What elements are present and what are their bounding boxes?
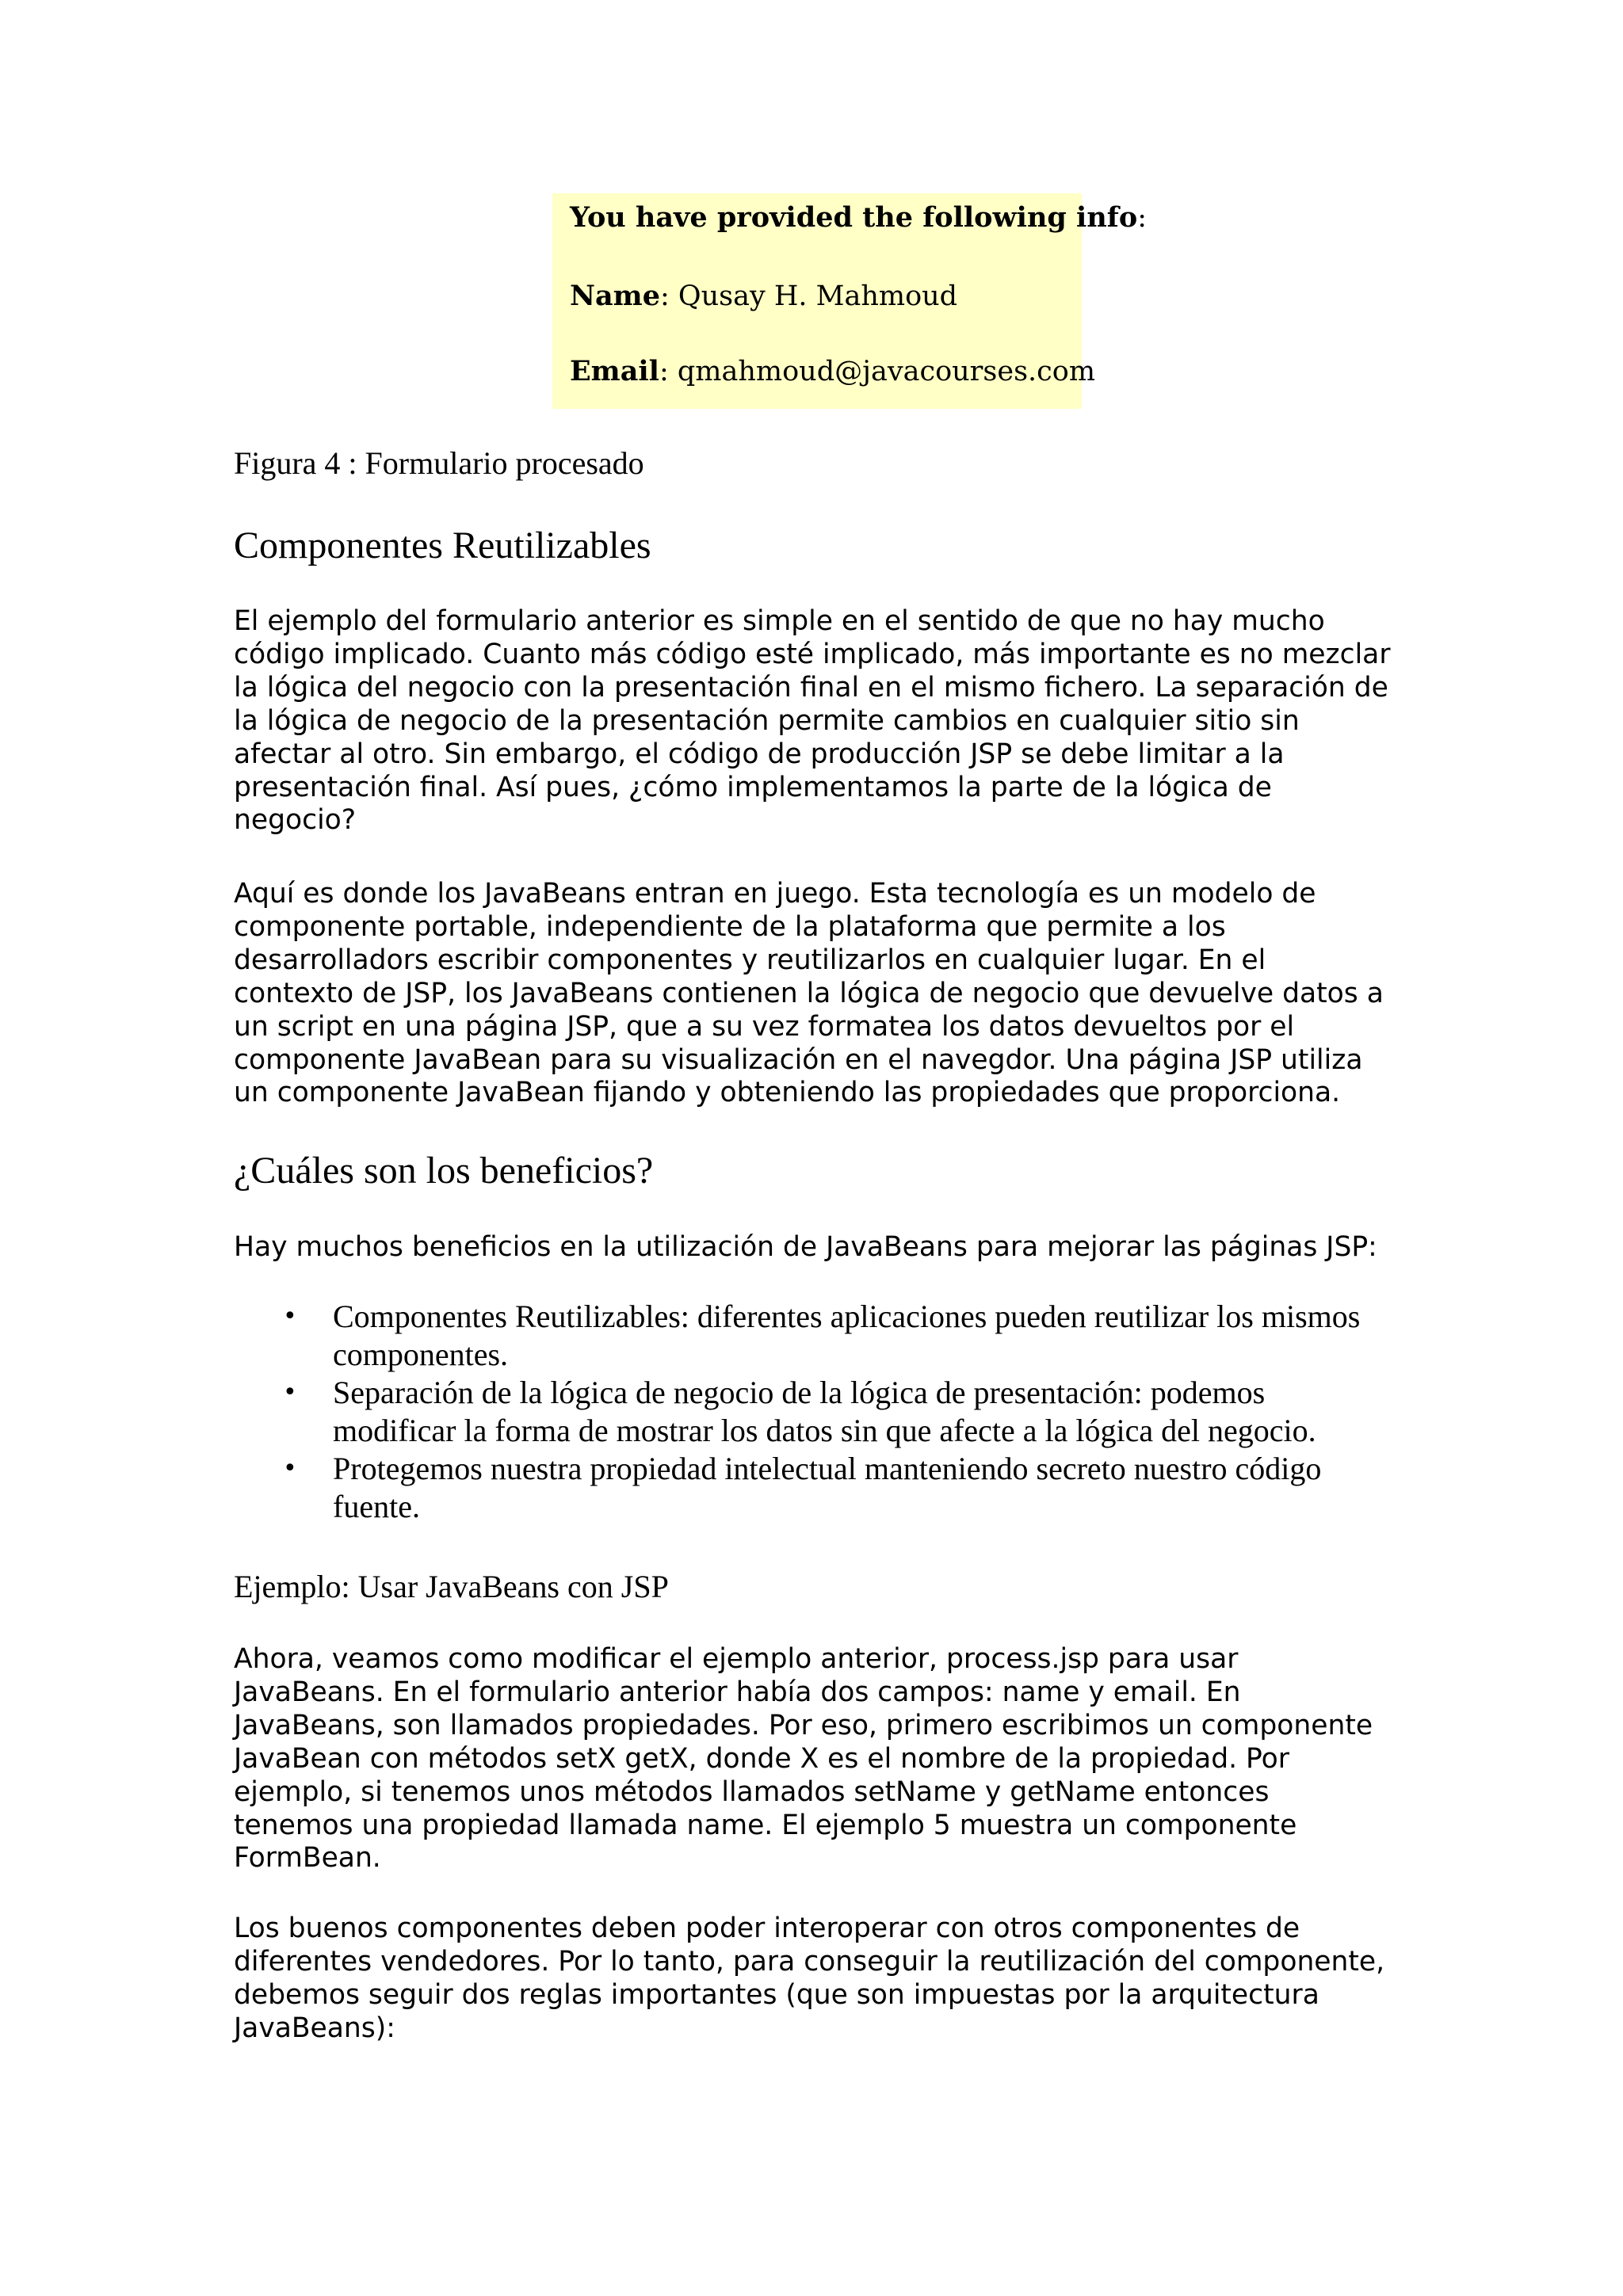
list-item <box>234 1374 1423 1450</box>
heading-beneficios: ¿Cuáles son los beneficios? <box>234 1150 654 1192</box>
paragraph-rules <box>234 1913 1407 2046</box>
text-line: tenemos una propiedad llamada name. El ejemplo 5 muestra un componente <box>234 1809 1297 1841</box>
figure-caption: Figura 4 : Formulario procesado <box>234 445 644 481</box>
text-line: un script en una página JSP, que a su vez formatea los datos devueltos por el <box>234 1010 1295 1043</box>
text-line: Los buenos componentes deben poder interoperar con otros componentes de <box>234 1913 1300 1944</box>
figure-email-line <box>570 352 1095 391</box>
text-line: componentes. <box>333 1337 509 1372</box>
text-line: debemos seguir dos reglas importantes (que son impuestas por la arquitectura <box>234 1978 1319 2011</box>
text-line: fuente. <box>333 1489 420 1524</box>
figure-form-output <box>552 193 1147 409</box>
heading-componentes-reutilizables: Componentes Reutilizables <box>234 524 651 566</box>
text-line: componente portable, independiente de la plataforma que permite a los <box>234 910 1226 943</box>
figure-name-label: Name <box>570 280 660 312</box>
text-line: JavaBeans. En el formulario anterior había dos campos: name y email. En <box>234 1676 1241 1708</box>
text-line: Separación de la lógica de negocio de la lógica de presentación: podemos <box>333 1375 1266 1410</box>
figure-email-label: Email <box>570 355 659 387</box>
paragraph-javabeans <box>234 878 1407 1110</box>
paragraph-intro <box>234 605 1407 837</box>
paragraph-benefits-intro <box>234 1231 1407 1264</box>
text-line: un componente JavaBean fijando y obteniendo las propiedades que proporciona. <box>234 1077 1341 1109</box>
text-line: JavaBean con métodos setX getX, donde X es el nombre de la propiedad. Por <box>234 1742 1289 1775</box>
text-line: presentación final. Así pues, ¿cómo implementamos la parte de la lógica de <box>234 771 1272 803</box>
text-line: Ahora, veamos como modificar el ejemplo anterior, process.jsp para usar <box>234 1643 1239 1675</box>
text-line: Componentes Reutilizables: diferentes aplicaciones pueden reutilizar los mismos <box>333 1299 1361 1334</box>
bullet-icon: • <box>283 1379 297 1406</box>
text-line: componente JavaBean para su visualización en el navegdor. Una página JSP utiliza <box>234 1043 1363 1076</box>
figure-intro-colon: : <box>1137 202 1147 234</box>
text-line: contexto de JSP, los JavaBeans contienen la lógica de negocio que devuelve datos a <box>234 977 1384 1009</box>
bullet-icon: • <box>283 1455 297 1482</box>
text-line: Aquí es donde los JavaBeans entran en juego. Esta tecnología es un modelo de <box>234 878 1316 910</box>
text-line: JavaBeans): <box>234 2012 395 2044</box>
heading-ejemplo: Ejemplo: Usar JavaBeans con JSP <box>234 1569 669 1604</box>
figure-name-value: : Qusay H. Mahmoud <box>659 280 958 312</box>
text-line: modificar la forma de mostrar los datos sin que afecte a la lógica del negocio. <box>333 1413 1316 1448</box>
text-line: El ejemplo del formulario anterior es simple en el sentido de que no hay mucho <box>234 605 1325 637</box>
bullet-icon: • <box>283 1302 297 1330</box>
text-line: Protegemos nuestra propiedad intelectual manteniendo secreto nuestro código <box>333 1451 1322 1486</box>
text-line: negocio? <box>234 804 357 837</box>
paragraph-example <box>234 1643 1407 1875</box>
figure-intro-line <box>570 198 1147 238</box>
text-line: FormBean. <box>234 1842 381 1875</box>
list-item <box>234 1298 1423 1374</box>
figure-email-value: : qmahmoud@javacourses.com <box>659 356 1096 387</box>
figure-intro-text: You have provided the following info <box>570 201 1138 234</box>
text-line: JavaBeans, son llamados propiedades. Por eso, primero escribimos un componente <box>234 1709 1373 1741</box>
text-line: desarrolladors escribir componentes y reutilizarlos en cualquier lugar. En el <box>234 944 1266 976</box>
text-line: Hay muchos beneficios en la utilización de JavaBeans para mejorar las páginas JSP: <box>234 1231 1377 1263</box>
text-line: afectar al otro. Sin embargo, el código de producción JSP se debe limitar a la <box>234 738 1285 770</box>
benefits-list <box>234 1298 1423 1526</box>
figure-name-line <box>570 277 957 316</box>
text-line: ejemplo, si tenemos unos métodos llamados setName y getName entonces <box>234 1775 1270 1808</box>
text-line: código implicado. Cuanto más código esté implicado, más importante es no mezclar <box>234 638 1391 670</box>
text-line: la lógica del negocio con la presentación final en el mismo fichero. La separación de <box>234 671 1388 704</box>
list-item <box>234 1450 1423 1526</box>
text-line: diferentes vendedores. Por lo tanto, para conseguir la reutilización del componente, <box>234 1945 1385 1978</box>
text-line: la lógica de negocio de la presentación permite cambios en cualquier sitio sin <box>234 704 1300 737</box>
